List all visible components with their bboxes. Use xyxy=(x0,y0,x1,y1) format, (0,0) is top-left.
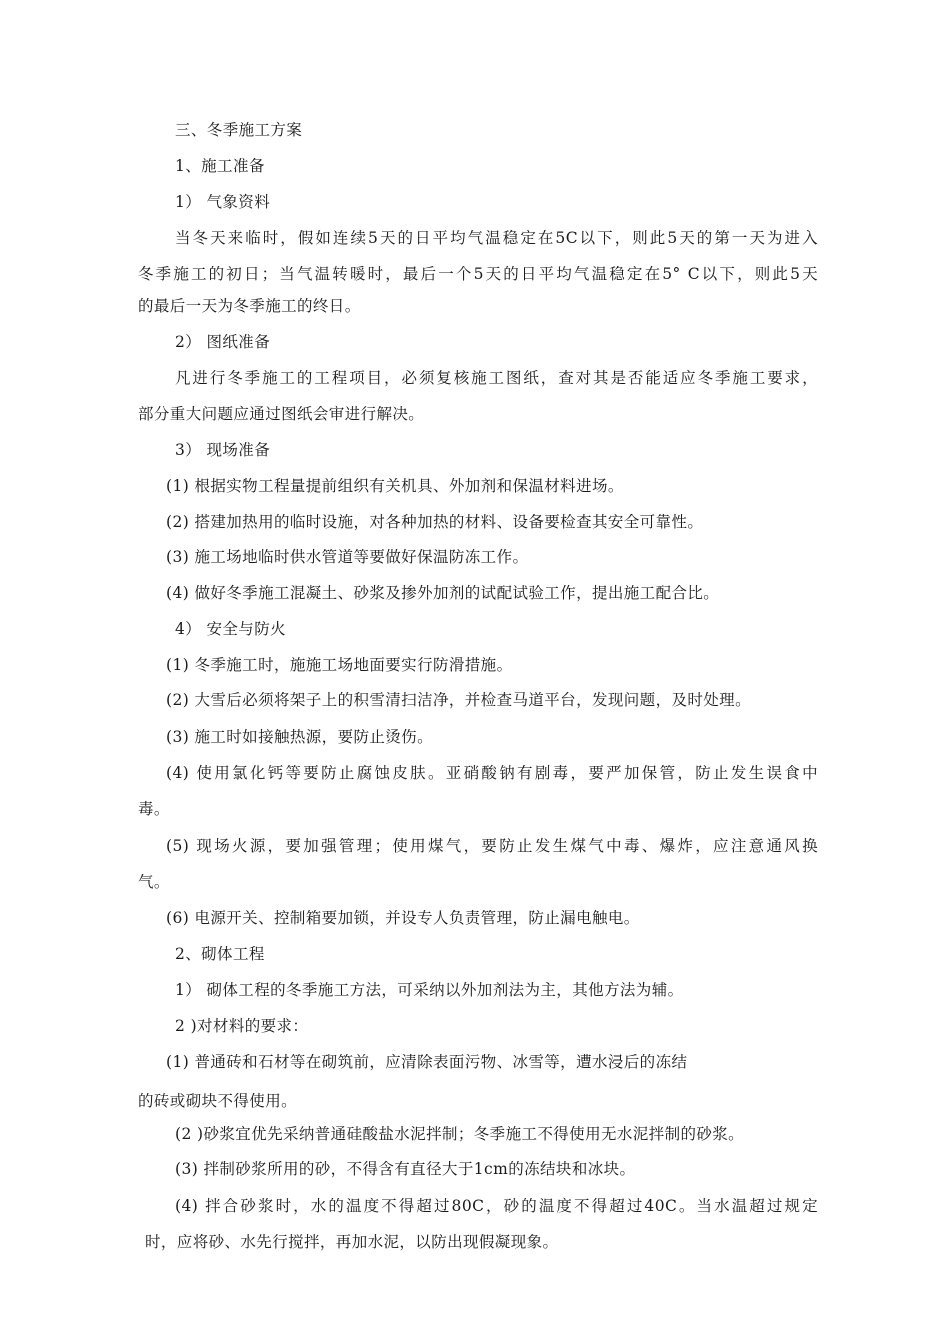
item-heading: 4） 安全与防火 xyxy=(175,620,286,638)
list-item-continuation: 气。 xyxy=(138,873,170,891)
paragraph-line: 凡进行冬季施工的工程项目，必须复核施工图纸，查对其是否能适应冬季施工要求， xyxy=(175,369,818,387)
paragraph-line: 当冬天来临时，假如连续5天的日平均气温稳定在5C以下，则此5天的第一天为进入 xyxy=(175,229,818,247)
list-item-continuation: 毒。 xyxy=(138,800,170,818)
list-item: (1) 根据实物工程量提前组织有关机具、外加剂和保温材料进场。 xyxy=(166,477,624,495)
list-item: (2) 搭建加热用的临时设施，对各种加热的材料、设备要检查其安全可靠性。 xyxy=(166,513,704,531)
item-heading: 2） 图纸准备 xyxy=(175,333,271,351)
list-item: (3) 拌制砂浆所用的砂，不得含有直径大于1cm的冻结块和冰块。 xyxy=(175,1160,636,1178)
item-heading: 2 )对材料的要求： xyxy=(175,1017,309,1035)
item-heading: 1） 气象资料 xyxy=(175,193,271,211)
list-item: (5) 现场火源，要加强管理；使用煤气，要防止发生煤气中毒、爆炸，应注意通风换 xyxy=(166,837,818,855)
paragraph-line: 部分重大问题应通过图纸会审进行解决。 xyxy=(138,405,425,423)
list-item: (4) 使用氯化钙等要防止腐蚀皮肤。亚硝酸钠有剧毒，要严加保管，防止发生误食中 xyxy=(166,764,818,782)
list-item: (4) 做好冬季施工混凝土、砂浆及掺外加剂的试配试验工作，提出施工配合比。 xyxy=(166,584,720,602)
list-item: (6) 电源开关、控制箱要加锁，并设专人负责管理，防止漏电触电。 xyxy=(166,909,640,927)
list-item-continuation: 的砖或砌块不得使用。 xyxy=(138,1092,298,1110)
section-heading: 三、冬季施工方案 xyxy=(175,121,303,139)
list-item: (2 )砂浆宜优先采纳普通硅酸盐水泥拌制；冬季施工不得使用无水泥拌制的砂浆。 xyxy=(175,1125,745,1143)
list-item: (1) 冬季施工时，施施工场地面要实行防滑措施。 xyxy=(166,656,513,674)
paragraph-line: 冬季施工的初日；当气温转暖时，最后一个5天的日平均气温稳定在5° C以下，则此5天 xyxy=(138,265,818,283)
item-heading: 3） 现场准备 xyxy=(175,441,271,459)
subsection-heading: 2、砌体工程 xyxy=(175,945,265,963)
paragraph-line: 的最后一天为冬季施工的终日。 xyxy=(138,297,361,315)
list-item: (2) 大雪后必须将架子上的积雪清扫洁净，并检查马道平台，发现问题，及时处理。 xyxy=(166,691,751,709)
list-item: (3) 施工场地临时供水管道等要做好保温防冻工作。 xyxy=(166,548,529,566)
list-item: (1) 普通砖和石材等在砌筑前，应清除表面污物、冰雪等，遭水浸后的冻结 xyxy=(166,1053,688,1071)
list-item-continuation: 时，应将砂、水先行搅拌，再加水泥，以防出现假凝现象。 xyxy=(145,1233,559,1251)
item-heading: 1） 砌体工程的冬季施工方法，可采纳以外加剂法为主，其他方法为辅。 xyxy=(175,981,684,999)
list-item: (4) 拌合砂浆时，水的温度不得超过80C，砂的温度不得超过40C。当水温超过规定 xyxy=(175,1197,818,1215)
subsection-heading: 1、施工准备 xyxy=(175,157,265,175)
list-item: (3) 施工时如接触热源，要防止烫伤。 xyxy=(166,728,433,746)
